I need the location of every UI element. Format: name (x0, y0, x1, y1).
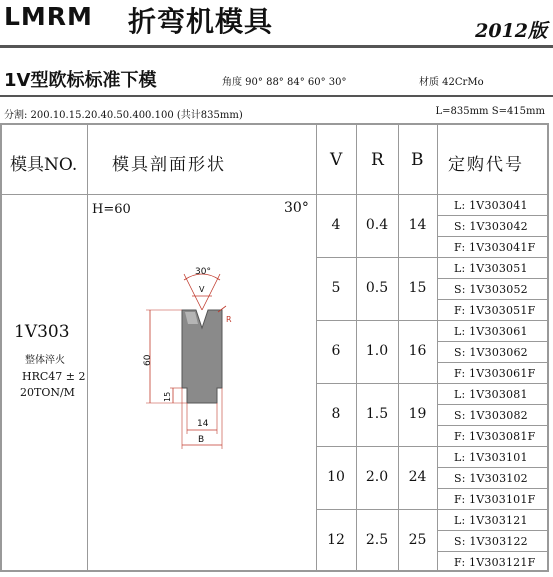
code-divider (437, 299, 547, 300)
width-dim: 14 (197, 419, 209, 429)
v-value: 4 (331, 217, 341, 233)
code-divider (437, 467, 547, 468)
treatment-label: 整体淬火 (25, 355, 65, 366)
order-code: L: 1V303051 (454, 262, 528, 275)
order-code: L: 1V303121 (454, 514, 528, 527)
code-divider (437, 425, 547, 426)
length-spec: L=835mm S=415mm (435, 106, 545, 117)
height-dim: 60 (143, 354, 153, 366)
v-value: 8 (331, 406, 341, 422)
code-divider (437, 530, 547, 531)
row-divider (316, 257, 547, 258)
r-value: 2.0 (365, 469, 389, 485)
v-value: 6 (331, 343, 341, 359)
col-header-r: R (371, 150, 384, 170)
order-code: L: 1V303101 (454, 451, 528, 464)
r-value: 2.5 (365, 532, 389, 548)
brand-logo: LMRM (4, 2, 93, 31)
row-divider (316, 446, 547, 447)
r-value: 1.0 (365, 343, 389, 359)
v-dim: V (199, 285, 205, 294)
tonnage-label: 20TON/M (20, 386, 75, 399)
section-title: 1V型欧标标准下模 (4, 70, 157, 91)
code-divider (437, 362, 547, 363)
code-divider (437, 215, 547, 216)
order-code: F: 1V303121F (454, 556, 536, 569)
r-value: 1.5 (365, 406, 389, 422)
die-profile-drawing (140, 260, 250, 455)
col-divider (87, 124, 88, 571)
angle-spec: 角度 90° 88° 84° 60° 30° (222, 77, 347, 88)
shoulder-dim: 15 (163, 391, 172, 402)
order-code: S: 1V303062 (454, 346, 528, 359)
r-dim: R (226, 315, 232, 324)
v-value: 12 (327, 532, 345, 548)
hardness-label: HRC47 ± 2 (22, 370, 86, 383)
col-header-order-code: 定购代号 (448, 155, 524, 175)
r-value: 0.5 (365, 280, 389, 296)
b-value: 16 (408, 343, 427, 359)
row-divider (316, 383, 547, 384)
code-divider (437, 488, 547, 489)
order-code: L: 1V303081 (454, 388, 528, 401)
order-code: S: 1V303042 (454, 220, 528, 233)
order-code: F: 1V303051F (454, 304, 536, 317)
order-code: F: 1V303041F (454, 241, 536, 254)
code-divider (437, 551, 547, 552)
order-code: S: 1V303122 (454, 535, 528, 548)
v-value: 5 (331, 280, 341, 296)
order-code: L: 1V303041 (454, 199, 528, 212)
b-value: 24 (408, 469, 427, 485)
header-divider (0, 45, 553, 48)
material-spec: 材质 42CrMo (419, 77, 484, 88)
segment-spec: 分割: 200.10.15.20.40.50.400.100 (共计835mm) (4, 110, 243, 121)
b-value: 14 (408, 217, 427, 233)
code-divider (437, 404, 547, 405)
base-dim: B (198, 435, 205, 445)
col-header-v: V (330, 150, 343, 170)
b-value: 15 (408, 280, 427, 296)
v-value: 10 (327, 469, 345, 485)
order-code: F: 1V303061F (454, 367, 536, 380)
header-row-divider (1, 194, 547, 195)
code-divider (437, 341, 547, 342)
row-divider (316, 320, 547, 321)
angle-label: 30° (284, 200, 309, 216)
col-divider (437, 124, 438, 571)
edition-label: 2012版 (475, 20, 547, 42)
angle-dim: 30° (195, 267, 211, 277)
model-number: 1V303 (14, 322, 70, 342)
height-label: H=60 (92, 202, 131, 217)
order-code: F: 1V303101F (454, 493, 536, 506)
b-value: 19 (408, 406, 427, 422)
r-value: 0.4 (365, 217, 389, 233)
b-value: 25 (408, 532, 427, 548)
row-divider (316, 509, 547, 510)
code-divider (437, 236, 547, 237)
order-code: S: 1V303052 (454, 283, 528, 296)
subtitle-divider (0, 95, 553, 97)
code-divider (437, 278, 547, 279)
order-code: S: 1V303082 (454, 409, 528, 422)
order-code: F: 1V303081F (454, 430, 536, 443)
col-header-profile: 模具剖面形状 (112, 155, 226, 175)
order-code: L: 1V303061 (454, 325, 528, 338)
col-header-b: B (411, 150, 424, 170)
order-code: S: 1V303102 (454, 472, 528, 485)
angle-line-right (202, 274, 220, 310)
page-title: 折弯机模具 (128, 5, 274, 38)
col-header-model: 模具NO. (10, 155, 78, 175)
